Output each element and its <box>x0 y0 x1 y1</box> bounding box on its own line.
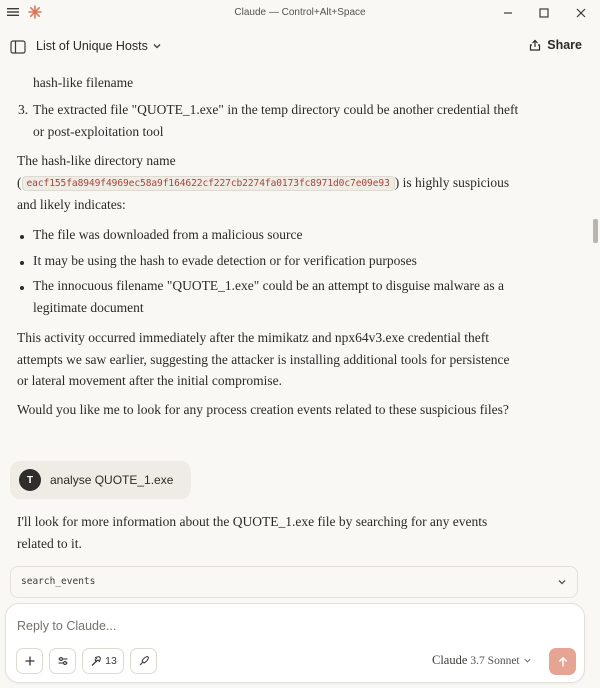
bullet-item-continuation: legitimate document <box>33 300 144 315</box>
maximize-icon <box>539 8 549 18</box>
conversation-area <box>0 68 600 600</box>
hash-line <box>17 172 509 194</box>
bullet-dot <box>20 235 24 239</box>
paragraph-text: and likely indicates: <box>17 197 126 212</box>
minimize-button[interactable] <box>499 4 517 22</box>
extended-button[interactable] <box>130 648 157 674</box>
question-text: Would you like me to look for any process creation events related to these suspicious files? <box>17 402 509 417</box>
paren-open: ( <box>17 175 22 190</box>
model-selector[interactable] <box>432 653 532 668</box>
chevron-down-icon <box>523 656 532 665</box>
chevron-down-icon <box>557 577 567 587</box>
share-button[interactable] <box>529 38 582 52</box>
tool-call-collapsible[interactable] <box>10 566 578 598</box>
rocket-icon <box>138 655 150 667</box>
close-button[interactable] <box>572 4 590 22</box>
add-attachment-button[interactable] <box>16 648 43 674</box>
hash-suffix: ) is highly suspicious <box>394 175 510 190</box>
paragraph-text: The hash-like directory name <box>17 153 176 168</box>
maximize-button[interactable] <box>535 4 553 22</box>
conversation-header <box>0 26 600 68</box>
bullet-item: The file was downloaded from a malicious source <box>33 227 303 242</box>
tools-count: 13 <box>105 655 117 667</box>
user-message <box>10 461 191 499</box>
tool-call-name: search_events <box>21 576 96 587</box>
composer <box>5 603 585 683</box>
sidebar-toggle-icon[interactable] <box>10 40 26 54</box>
send-button[interactable] <box>549 648 576 675</box>
reply-text: related to it. <box>17 536 82 551</box>
tools-button[interactable] <box>82 648 124 674</box>
plus-icon <box>24 655 36 667</box>
sliders-icon <box>57 655 69 667</box>
model-version: 3.7 Sonnet <box>470 654 520 667</box>
reply-input[interactable]: Reply to Claude... <box>17 619 117 633</box>
bullet-dot <box>20 286 24 290</box>
message-text-line: hash-like filename <box>33 75 134 90</box>
conversation-title: List of Unique Hosts <box>36 39 148 53</box>
arrow-up-icon <box>557 656 569 668</box>
bullet-dot <box>20 261 24 265</box>
list-item-text: The extracted file "QUOTE_1.exe" in the temp directory could be another credential theft <box>33 102 519 117</box>
paragraph-text: attempts we saw earlier, suggesting the attacker is installing additional tools for persistence <box>17 352 510 367</box>
bullet-item: It may be using the hash to evade detection or for verification purposes <box>33 253 417 268</box>
hash-code: eacf155fa8949f4969ec58a9f164622cf227cb2274fa0173fc8971d0c7e09e93 <box>22 176 395 191</box>
window-titlebar <box>0 0 600 26</box>
user-message-text: analyse QUOTE_1.exe <box>50 473 174 487</box>
model-name: Claude <box>432 653 468 667</box>
window-title: Claude — Control+Alt+Space <box>234 7 366 18</box>
conversation-title-dropdown[interactable] <box>36 39 162 53</box>
chevron-down-icon <box>152 41 162 51</box>
bullet-item: The innocuous filename "QUOTE_1.exe" could be an attempt to disguise malware as a <box>33 278 505 293</box>
scrollbar-thumb[interactable] <box>593 219 598 243</box>
share-icon <box>529 39 541 51</box>
reply-text: I'll look for more information about the QUOTE_1.exe file by searching for any events <box>17 514 488 529</box>
list-number: 3. <box>18 102 29 117</box>
paragraph-text: This activity occurred immediately after the mimikatz and npx64v3.exe credential theft <box>17 330 489 345</box>
minimize-icon <box>503 8 513 18</box>
settings-button[interactable] <box>49 648 76 674</box>
hammer-icon <box>89 655 102 667</box>
paragraph-text: or lateral movement after the initial compromise. <box>17 373 283 388</box>
list-item-text: or post-exploitation tool <box>33 124 164 139</box>
avatar: T <box>19 469 41 491</box>
share-label: Share <box>547 38 582 52</box>
close-icon <box>576 8 586 18</box>
